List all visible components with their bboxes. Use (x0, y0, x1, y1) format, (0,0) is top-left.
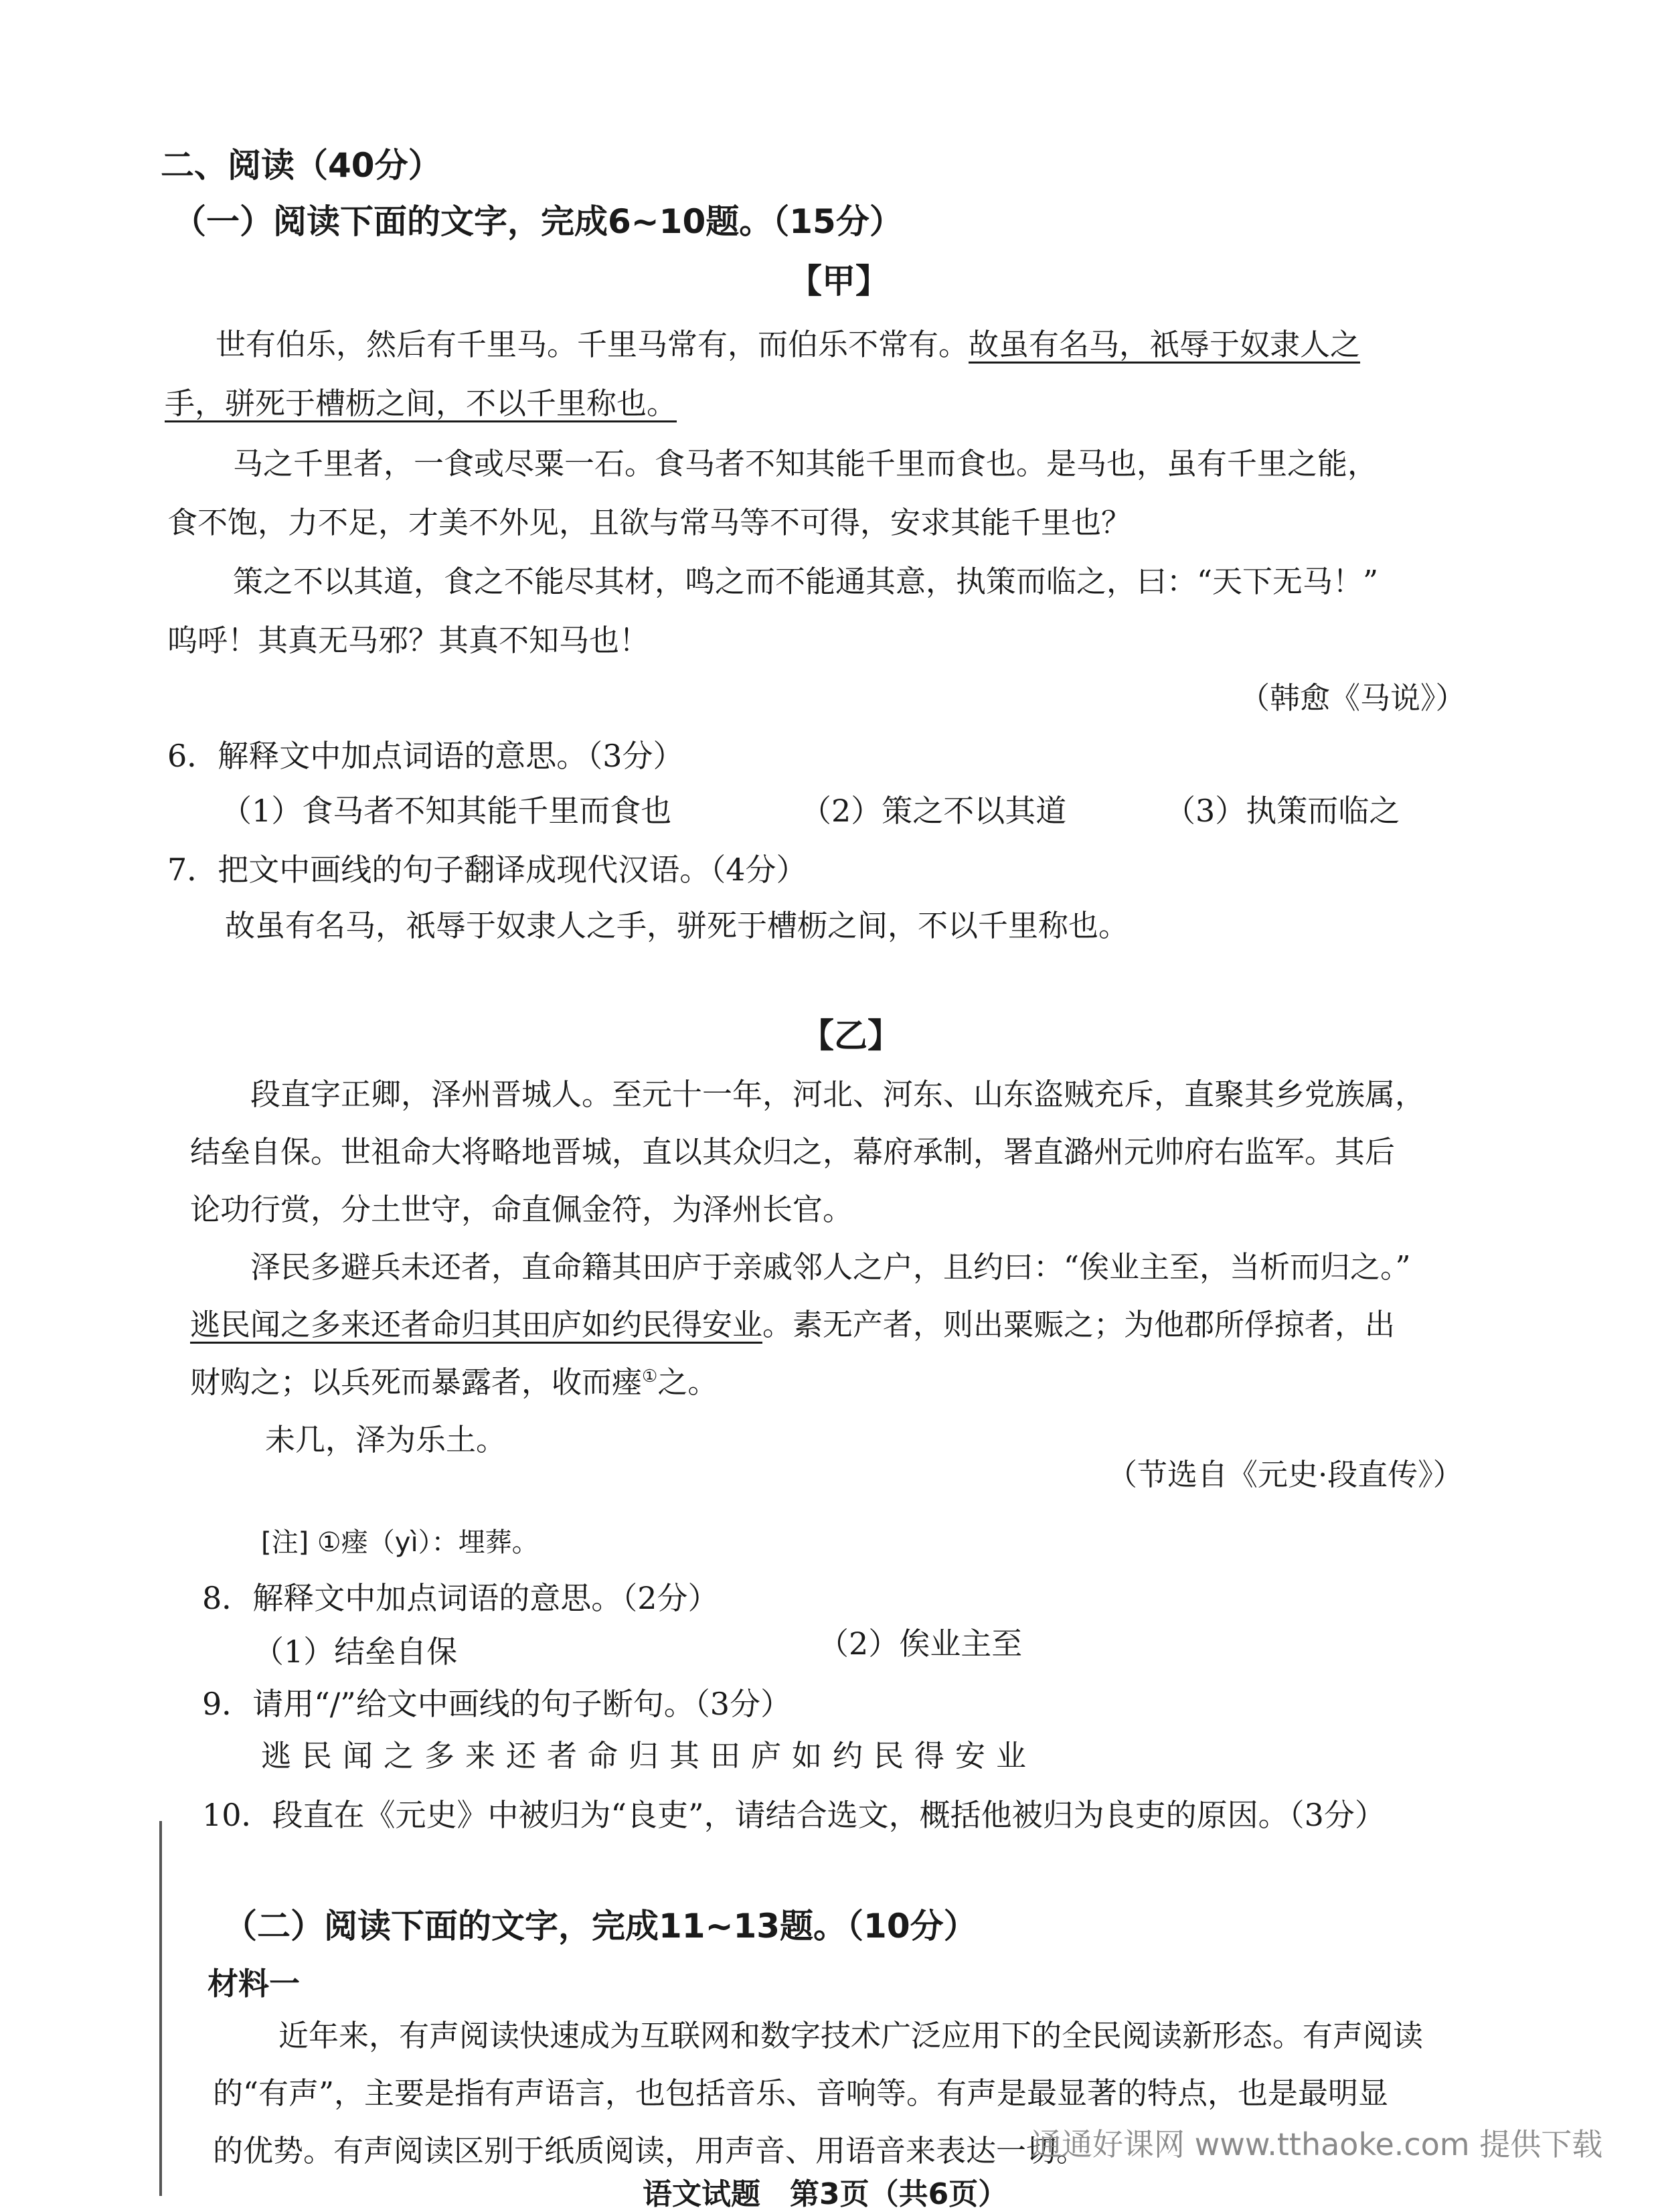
passage-b-text: 之。 (657, 1364, 718, 1400)
passage-a-line: 食不饱，力不足，才美不外见，且欲与常马等不可得，安求其能千里也？ (167, 505, 1132, 540)
question-9-sentence: 逃民闻之多来还者命归其田庐如约民得安业 (261, 1738, 1038, 1773)
source-a: （韩愈《马说》） (1240, 680, 1466, 716)
underlined-sentence-a-cont: 手，骈死于槽枥之间，不以千里称也。 (165, 386, 677, 421)
passage-a-line (216, 329, 1360, 360)
watermark: 通通好课网 www.tthaoke.com 提供下载 (1031, 2126, 1603, 2162)
underlined-sentence-a: 故虽有名马，祇辱于奴隶人之 (969, 327, 1361, 362)
passage-b-line: 论功行赏，分土世守，命直佩金符，为泽州长官。 (190, 1192, 853, 1227)
page-footer: 语文试题 第3页（共6页） (643, 2177, 1008, 2211)
question-7-sentence: 故虽有名马，祇辱于奴隶人之手，骈死于槽枥之间，不以千里称也。 (225, 908, 1129, 943)
underlined-sentence-b: 逃民闻之多来还者命归其田庐如约民得安业 (190, 1307, 763, 1342)
passage-b-text: 。素无产者，则出粟赈之；为他郡所俘掠者，出 (762, 1307, 1396, 1342)
passage-b-line: 段直字正卿，泽州晋城人。至元十一年，河北、河东、山东盗贼充斥，直聚其乡党族属， (250, 1077, 1426, 1112)
label-jia: 【甲】 (788, 262, 889, 301)
label-yi: 【乙】 (801, 1016, 901, 1055)
margin-line (159, 1821, 162, 2196)
material1-label: 材料一 (208, 1966, 300, 2002)
question-6-item: （1）食马者不知其能千里而食也 (221, 793, 672, 829)
passage-b-line (190, 1307, 1396, 1342)
passage-a-text: 世有伯乐，然后有千里马。千里马常有，而伯乐不常有。 (216, 327, 969, 362)
passage-b-line: 未几，泽为乐土。 (265, 1422, 507, 1457)
part2-heading: （二）阅读下面的文字，完成11~13题。（10分） (224, 1907, 977, 1946)
question-6-item: （3）执策而临之 (1165, 793, 1400, 829)
question-9: 9．请用“/”给文中画线的句子断句。（3分） (202, 1686, 792, 1722)
question-8-item: （1）结垒自保 (253, 1634, 458, 1670)
passage-b-text: 财购之；以兵死而暴露者，收而瘗 (190, 1364, 643, 1400)
question-8-item: （2）俟业主至 (818, 1626, 1023, 1662)
question-7: 7．把文中画线的句子翻译成现代汉语。（4分） (167, 852, 807, 888)
source-b: （节选自《元史·段直传》） (1107, 1457, 1463, 1492)
passage-a-line: 呜呼！其真无马邪？其真不知马也！ (167, 623, 650, 658)
section-heading: 二、阅读（40分） (161, 146, 442, 185)
question-6: 6．解释文中加点词语的意思。（3分） (167, 738, 684, 774)
material1-line: 的“有声”，主要是指有声语言，也包括音乐、音响等。有声是最显著的特点，也是最明显 (213, 2075, 1389, 2111)
part1-heading: （一）阅读下面的文字，完成6~10题。（15分） (173, 202, 903, 241)
question-8: 8．解释文中加点词语的意思。（2分） (202, 1580, 719, 1616)
passage-b-line (190, 1364, 718, 1400)
passage-a-line: 策之不以其道，食之不能尽其材，鸣之而不能通其意，执策而临之，曰：“天下无马！” (233, 564, 1379, 599)
question-10: 10．段直在《元史》中被归为“良吏”，请结合选文，概括他被归为良吏的原因。（3分） (202, 1797, 1386, 1833)
question-6-item: （2）策之不以其道 (801, 793, 1067, 829)
footnote: [注] ①瘗（yì）：埋葬。 (261, 1527, 539, 1558)
footnote-marker: ① (642, 1366, 658, 1387)
passage-b-line: 泽民多避兵未还者，直命籍其田庐于亲戚邻人之户，且约曰：“俟业主至，当析而归之。” (250, 1249, 1411, 1285)
passage-a-line: 马之千里者，一食或尽粟一石。食马者不知其能千里而食也。是马也，虽有千里之能， (233, 446, 1378, 481)
material1-line: 的优势。有声阅读区别于纸质阅读，用声音、用语音来表达一切。 (213, 2133, 1087, 2168)
passage-b-line: 结垒自保。世祖命大将略地晋城，直以其众归之，幕府承制，署直潞州元帅府右监军。其后 (190, 1134, 1396, 1170)
material1-line: 近年来，有声阅读快速成为互联网和数字技术广泛应用下的全民阅读新形态。有声阅读 (278, 2018, 1424, 2053)
